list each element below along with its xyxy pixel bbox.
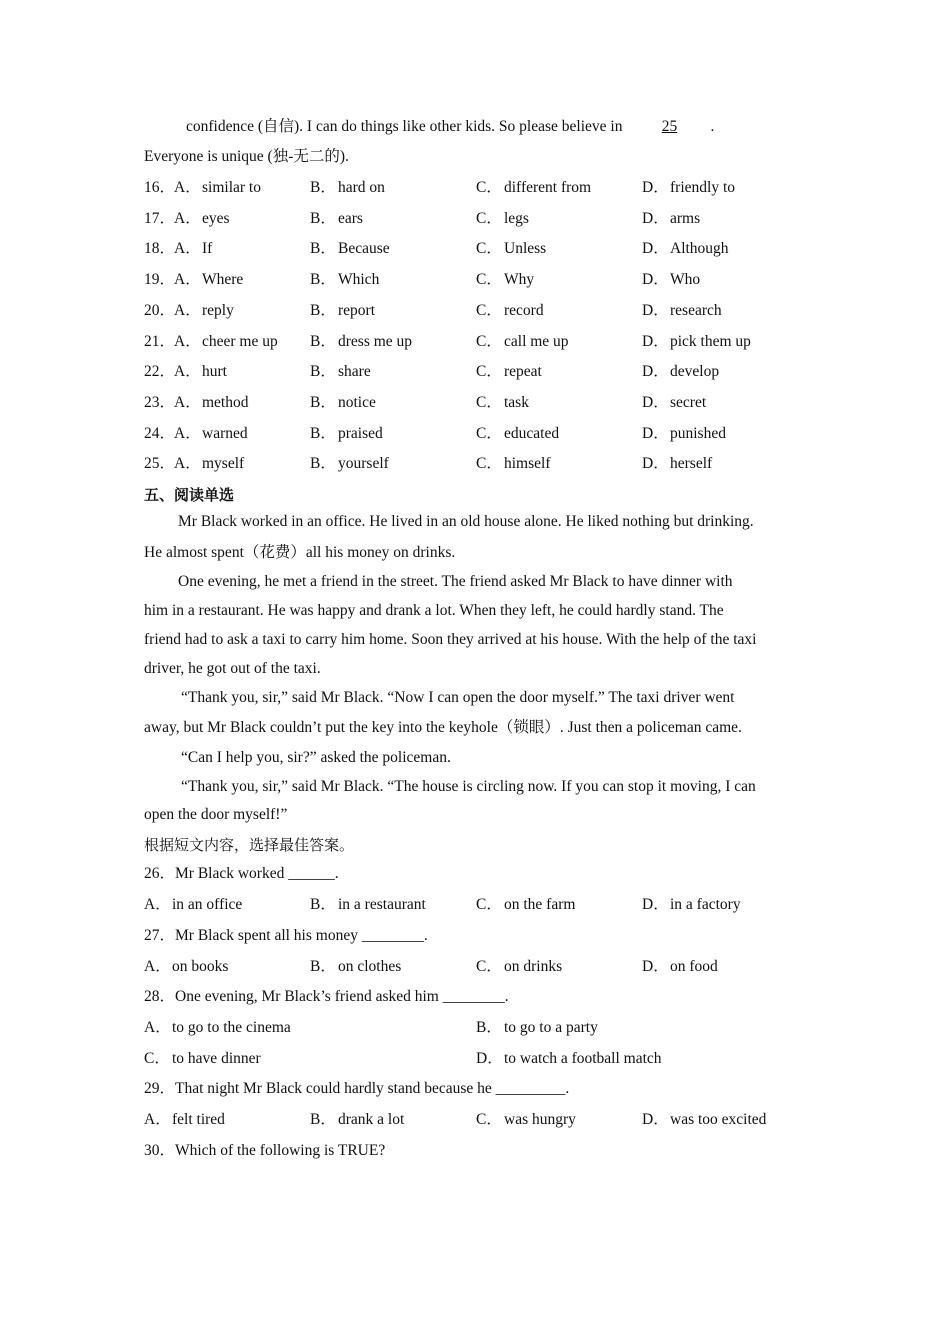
option-d[interactable]: D．secret <box>642 394 707 411</box>
passage-line: “Thank you, sir,” said Mr Black. “Now I can open the door myself.” The taxi driver went <box>181 689 735 706</box>
option-d[interactable]: D．Who <box>642 271 701 288</box>
question-options-29 <box>144 1110 814 1130</box>
question-number: 17． <box>144 210 176 227</box>
option-c[interactable]: C． to have dinner <box>144 1050 261 1067</box>
option-c[interactable]: C． Unless <box>476 240 547 257</box>
option-b[interactable]: B． Which <box>310 271 380 288</box>
option-b[interactable]: B． on clothes <box>310 958 402 975</box>
cloze-question-row <box>144 454 814 474</box>
option-b[interactable]: B． hard on <box>310 179 385 196</box>
option-a[interactable]: A．If <box>174 240 213 257</box>
option-d[interactable]: D．was too excited <box>642 1111 767 1128</box>
question-options-27 <box>144 957 814 977</box>
question-number: 16． <box>144 179 176 196</box>
option-c[interactable]: C． on drinks <box>476 958 563 975</box>
option-b[interactable]: B． yourself <box>310 455 389 472</box>
question-stem-30: 30．Which of the following is TRUE? <box>144 1142 386 1159</box>
question-options-28-row2 <box>144 1049 814 1069</box>
option-c[interactable]: C． on the farm <box>476 896 576 913</box>
option-b[interactable]: B． in a restaurant <box>310 896 426 913</box>
instruction: 根据短文内容，选择最佳答案。 <box>144 836 355 854</box>
question-stem-29: 29．That night Mr Black could hardly stand because he _________. <box>144 1080 570 1097</box>
question-options-26 <box>144 895 814 915</box>
option-a[interactable]: A．Where <box>174 271 244 288</box>
option-b[interactable]: B． Because <box>310 240 390 257</box>
intro-end: . <box>710 118 715 135</box>
question-options-28-row1 <box>144 1018 814 1038</box>
option-d[interactable]: D．develop <box>642 363 720 380</box>
passage-line: open the door myself!” <box>144 806 288 823</box>
option-c[interactable]: C． different from <box>476 179 592 196</box>
option-a[interactable]: A．cheer me up <box>174 333 278 350</box>
question-stem-27: 27．Mr Black spent all his money ________. <box>144 927 428 944</box>
option-a[interactable]: A．eyes <box>174 210 230 227</box>
cloze-question-row <box>144 301 814 321</box>
option-c[interactable]: C． record <box>476 302 544 319</box>
option-a[interactable]: A．on books <box>144 958 229 975</box>
option-c[interactable]: C． repeat <box>476 363 542 380</box>
passage-line: driver, he got out of the taxi. <box>144 660 321 677</box>
question-number: 21． <box>144 333 176 350</box>
passage-line: him in a restaurant. He was happy and drank a lot. When they left, he could hardly stand. The <box>144 602 724 619</box>
cloze-question-row <box>144 424 814 444</box>
option-b[interactable]: B． dress me up <box>310 333 413 350</box>
option-a[interactable]: A．in an office <box>144 896 243 913</box>
option-a[interactable]: A．method <box>174 394 249 411</box>
question-number: 23． <box>144 394 176 411</box>
option-d[interactable]: D．friendly to <box>642 179 735 196</box>
option-c[interactable]: C． legs <box>476 210 529 227</box>
option-d[interactable]: D．Although <box>642 240 729 257</box>
passage-line: “Can I help you, sir?” asked the policeman. <box>181 749 451 766</box>
passage-line: One evening, he met a friend in the street. The friend asked Mr Black to have dinner with <box>178 573 733 590</box>
option-d[interactable]: D．on food <box>642 958 718 975</box>
passage-line: “Thank you, sir,” said Mr Black. “The house is circling now. If you can stop it moving, I can <box>181 778 756 795</box>
option-c[interactable]: C． was hungry <box>476 1111 576 1128</box>
question-number: 22． <box>144 363 176 380</box>
question-number: 24． <box>144 425 176 442</box>
option-a[interactable]: A．to go to the cinema <box>144 1019 291 1036</box>
option-c[interactable]: C． educated <box>476 425 560 442</box>
option-a[interactable]: A．myself <box>174 455 245 472</box>
option-a[interactable]: A．warned <box>174 425 248 442</box>
option-b[interactable]: B． praised <box>310 425 383 442</box>
option-b[interactable]: B． ears <box>310 210 363 227</box>
question-stem-28: 28．One evening, Mr Black’s friend asked him ________. <box>144 988 509 1005</box>
option-a[interactable]: A．similar to <box>174 179 261 196</box>
option-c[interactable]: C． task <box>476 394 529 411</box>
option-a[interactable]: A．felt tired <box>144 1111 225 1128</box>
option-c[interactable]: C． himself <box>476 455 551 472</box>
option-d[interactable]: D．to watch a football match <box>476 1050 662 1067</box>
option-d[interactable]: D．pick them up <box>642 333 751 350</box>
option-b[interactable]: B． share <box>310 363 371 380</box>
option-b[interactable]: B． to go to a party <box>476 1019 598 1036</box>
intro-line-2: Everyone is unique (独-无二的). <box>144 148 349 165</box>
question-number: 18． <box>144 240 176 257</box>
passage-line: friend had to ask a taxi to carry him home. Soon they arrived at his house. With the help of the taxi <box>144 631 757 648</box>
option-b[interactable]: B． drank a lot <box>310 1111 405 1128</box>
intro-text: confidence (自信). I can do things like other kids. So please believe in <box>186 118 623 135</box>
cloze-question-row <box>144 332 814 352</box>
blank-25: 25 <box>661 118 678 135</box>
cloze-question-row <box>144 178 814 198</box>
option-d[interactable]: D．arms <box>642 210 701 227</box>
option-b[interactable]: B． notice <box>310 394 376 411</box>
option-c[interactable]: C． call me up <box>476 333 569 350</box>
intro-line-1 <box>186 117 810 137</box>
option-d[interactable]: D．herself <box>642 455 713 472</box>
question-number: 20． <box>144 302 176 319</box>
option-d[interactable]: D．research <box>642 302 722 319</box>
option-a[interactable]: A．reply <box>174 302 234 319</box>
option-c[interactable]: C． Why <box>476 271 535 288</box>
option-b[interactable]: B． report <box>310 302 376 319</box>
cloze-question-row <box>144 209 814 229</box>
cloze-question-row <box>144 239 814 259</box>
option-a[interactable]: A．hurt <box>174 363 227 380</box>
cloze-question-row <box>144 270 814 290</box>
question-number: 25． <box>144 455 176 472</box>
passage-line: He almost spent（花费）all his money on drinks. <box>144 544 456 561</box>
question-number: 19． <box>144 271 176 288</box>
option-d[interactable]: D．punished <box>642 425 726 442</box>
option-d[interactable]: D．in a factory <box>642 896 741 913</box>
cloze-question-row <box>144 362 814 382</box>
section-title: 五、阅读单选 <box>144 486 235 504</box>
passage-line: Mr Black worked in an office. He lived in an old house alone. He liked nothing but drinking. <box>178 513 754 530</box>
passage-line: away, but Mr Black couldn’t put the key into the keyhole（锁眼）. Just then a policeman came. <box>144 719 742 736</box>
question-stem-26: 26．Mr Black worked ______. <box>144 865 339 882</box>
cloze-question-row <box>144 393 814 413</box>
